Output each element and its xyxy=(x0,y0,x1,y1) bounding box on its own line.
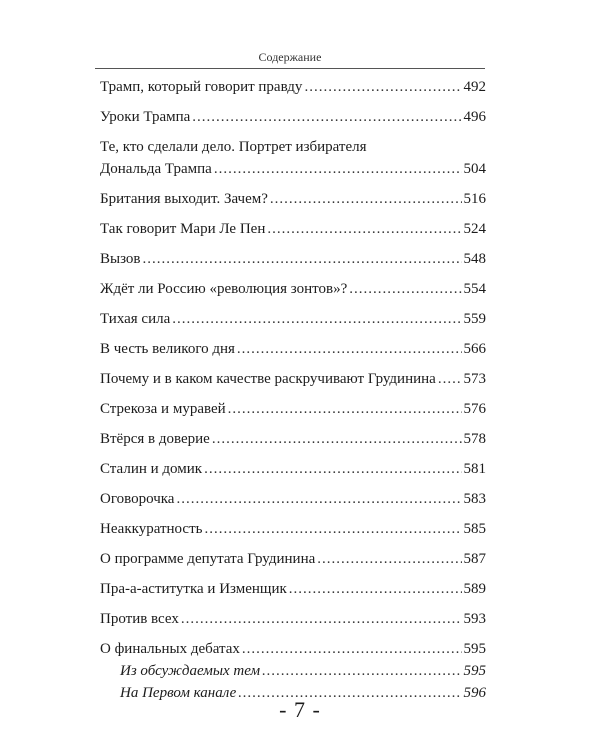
toc-entry-title: Неаккуратность xyxy=(100,521,203,537)
toc-entry-title: Так говорит Мари Ле Пен xyxy=(100,221,266,237)
toc-entry-title: Пра-а-аститутка и Изменщик xyxy=(100,581,287,597)
dot-leader xyxy=(204,519,461,539)
toc-entry xyxy=(100,339,486,359)
toc-subentry-page: 595 xyxy=(463,663,486,679)
toc-entry-title: Оговорочка xyxy=(100,491,175,507)
dot-leader xyxy=(289,579,462,599)
toc-entry-title: Против всех xyxy=(100,611,179,627)
toc-entry-page: 583 xyxy=(463,491,486,507)
toc-entry-page: 504 xyxy=(463,161,486,177)
toc-subentry-title: На Первом канале xyxy=(120,685,237,701)
dot-leader xyxy=(270,189,462,209)
toc-entry-page: 587 xyxy=(463,551,486,567)
page-number: - 7 - xyxy=(279,697,321,722)
dot-leader xyxy=(262,661,461,681)
toc-entry-page: 581 xyxy=(463,461,486,477)
dot-leader xyxy=(172,309,461,329)
toc-entry xyxy=(100,429,486,449)
dot-leader xyxy=(267,219,461,239)
dot-leader xyxy=(204,459,461,479)
toc-entry xyxy=(100,489,486,509)
toc-entry-page: 496 xyxy=(463,109,486,125)
toc-entry-title: Трамп, который говорит правду xyxy=(100,79,303,95)
toc-entry xyxy=(100,189,486,209)
dot-leader xyxy=(214,159,462,179)
toc-entry-title: Стрекоза и муравей xyxy=(100,401,226,417)
toc-entry xyxy=(100,137,486,179)
toc-entry-page: 554 xyxy=(463,281,486,297)
toc-entry xyxy=(100,399,486,419)
dot-leader xyxy=(212,429,462,449)
toc-entry-page: 559 xyxy=(463,311,486,327)
dot-leader xyxy=(438,369,462,389)
dot-leader xyxy=(317,549,461,569)
toc-entry xyxy=(100,609,486,629)
running-header: Содержание xyxy=(258,50,322,64)
toc-entry xyxy=(100,549,486,569)
dot-leader xyxy=(181,609,462,629)
toc-entry-page: 589 xyxy=(463,581,486,597)
toc-entry xyxy=(100,279,486,299)
dot-leader xyxy=(192,107,461,127)
toc-entry-title: В честь великого дня xyxy=(100,341,235,357)
toc-entry-page: 576 xyxy=(463,401,486,417)
toc-entry-page: 516 xyxy=(463,191,486,207)
toc-entry xyxy=(100,77,486,97)
toc-entry-page: 524 xyxy=(463,221,486,237)
toc-entry-line2 xyxy=(100,159,486,179)
dot-leader xyxy=(143,249,462,269)
toc-entry-title: Дональда Трампа xyxy=(100,161,212,177)
toc-subentry-page: 596 xyxy=(463,685,486,701)
toc-entry-title: Британия выходит. Зачем? xyxy=(100,191,268,207)
toc-entry-page: 585 xyxy=(463,521,486,537)
dot-leader xyxy=(237,339,462,359)
dot-leader xyxy=(242,639,462,659)
toc-entry-title: О финальных дебатах xyxy=(100,641,240,657)
toc-entry-title: Тихая сила xyxy=(100,311,171,327)
toc-entry-page: 573 xyxy=(463,371,486,387)
toc-entry-page: 593 xyxy=(463,611,486,627)
toc-entry-title: Вызов xyxy=(100,251,141,267)
toc-entry-page: 595 xyxy=(463,641,486,657)
toc-subentry-title: Из обсуждаемых тем xyxy=(120,663,261,679)
toc-entry-title: Почему и в каком качестве раскручивают Грудинина xyxy=(100,371,436,387)
dot-leader xyxy=(228,399,462,419)
dot-leader xyxy=(304,77,461,97)
toc-entry-title: О программе депутата Грудинина xyxy=(100,551,316,567)
toc-entry-page: 492 xyxy=(463,79,486,95)
table-of-contents xyxy=(100,74,486,703)
dot-leader xyxy=(349,279,461,299)
toc-entry xyxy=(100,459,486,479)
toc-entry-title: Ждёт ли Россию «революция зонтов»? xyxy=(100,281,348,297)
toc-entry xyxy=(100,639,486,659)
toc-entry-page: 566 xyxy=(463,341,486,357)
toc-entry xyxy=(100,579,486,599)
toc-entry-title: Сталин и домик xyxy=(100,461,203,477)
toc-entry xyxy=(100,369,486,389)
toc-entry-page: 548 xyxy=(463,251,486,267)
toc-entry-title: Втёрся в доверие xyxy=(100,431,210,447)
toc-entry-title: Уроки Трампа xyxy=(100,109,191,125)
toc-entry xyxy=(100,107,486,127)
toc-entry xyxy=(100,519,486,539)
header-rule xyxy=(95,68,485,69)
toc-entry-title-line1: Те, кто сделали дело. Портрет избирателя xyxy=(100,139,367,155)
toc-entry xyxy=(100,249,486,269)
dot-leader xyxy=(176,489,461,509)
toc-subentry xyxy=(100,661,486,681)
toc-entry-page: 578 xyxy=(463,431,486,447)
toc-entry xyxy=(100,309,486,329)
toc-entry xyxy=(100,219,486,239)
